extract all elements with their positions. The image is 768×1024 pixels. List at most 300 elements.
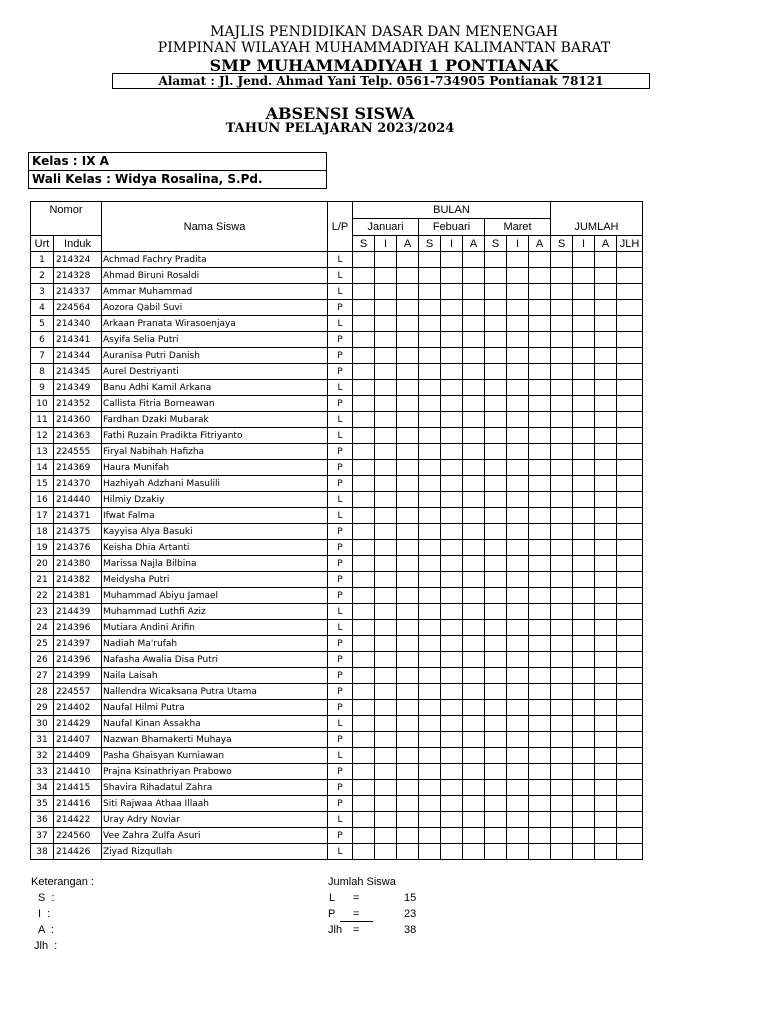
attendance-cell[interactable] (463, 332, 485, 348)
attendance-cell[interactable] (419, 252, 441, 268)
attendance-cell[interactable] (375, 300, 397, 316)
attendance-cell[interactable] (573, 572, 595, 588)
attendance-cell[interactable] (463, 396, 485, 412)
attendance-cell[interactable] (551, 828, 573, 844)
attendance-cell[interactable] (551, 716, 573, 732)
attendance-cell[interactable] (573, 508, 595, 524)
attendance-cell[interactable] (573, 828, 595, 844)
attendance-cell[interactable] (463, 252, 485, 268)
attendance-cell[interactable] (375, 700, 397, 716)
attendance-cell[interactable] (485, 428, 507, 444)
attendance-cell[interactable] (573, 764, 595, 780)
attendance-cell[interactable] (551, 572, 573, 588)
attendance-cell[interactable] (529, 732, 551, 748)
attendance-cell[interactable] (353, 428, 375, 444)
attendance-cell[interactable] (617, 604, 643, 620)
attendance-cell[interactable] (397, 476, 419, 492)
attendance-cell[interactable] (485, 284, 507, 300)
attendance-cell[interactable] (529, 444, 551, 460)
attendance-cell[interactable] (507, 444, 529, 460)
attendance-cell[interactable] (595, 412, 617, 428)
attendance-cell[interactable] (595, 556, 617, 572)
attendance-cell[interactable] (397, 780, 419, 796)
attendance-cell[interactable] (419, 428, 441, 444)
attendance-cell[interactable] (485, 444, 507, 460)
attendance-cell[interactable] (463, 668, 485, 684)
attendance-cell[interactable] (353, 284, 375, 300)
attendance-cell[interactable] (595, 540, 617, 556)
attendance-cell[interactable] (463, 460, 485, 476)
attendance-cell[interactable] (353, 268, 375, 284)
attendance-cell[interactable] (573, 652, 595, 668)
attendance-cell[interactable] (573, 364, 595, 380)
attendance-cell[interactable] (463, 476, 485, 492)
attendance-cell[interactable] (463, 796, 485, 812)
attendance-cell[interactable] (573, 444, 595, 460)
attendance-cell[interactable] (375, 572, 397, 588)
attendance-cell[interactable] (353, 780, 375, 796)
attendance-cell[interactable] (353, 252, 375, 268)
attendance-cell[interactable] (551, 348, 573, 364)
attendance-cell[interactable] (551, 508, 573, 524)
attendance-cell[interactable] (507, 812, 529, 828)
attendance-cell[interactable] (463, 652, 485, 668)
attendance-cell[interactable] (397, 556, 419, 572)
attendance-cell[interactable] (419, 460, 441, 476)
attendance-cell[interactable] (463, 732, 485, 748)
attendance-cell[interactable] (485, 316, 507, 332)
attendance-cell[interactable] (573, 636, 595, 652)
attendance-cell[interactable] (375, 844, 397, 860)
attendance-cell[interactable] (507, 796, 529, 812)
attendance-cell[interactable] (595, 620, 617, 636)
attendance-cell[interactable] (397, 492, 419, 508)
attendance-cell[interactable] (529, 780, 551, 796)
attendance-cell[interactable] (617, 668, 643, 684)
attendance-cell[interactable] (573, 492, 595, 508)
attendance-cell[interactable] (617, 508, 643, 524)
attendance-cell[interactable] (617, 684, 643, 700)
attendance-cell[interactable] (529, 476, 551, 492)
attendance-cell[interactable] (617, 620, 643, 636)
attendance-cell[interactable] (485, 700, 507, 716)
attendance-cell[interactable] (529, 332, 551, 348)
attendance-cell[interactable] (441, 604, 463, 620)
attendance-cell[interactable] (551, 332, 573, 348)
attendance-cell[interactable] (353, 444, 375, 460)
attendance-cell[interactable] (463, 412, 485, 428)
attendance-cell[interactable] (375, 492, 397, 508)
attendance-cell[interactable] (419, 732, 441, 748)
attendance-cell[interactable] (507, 524, 529, 540)
attendance-cell[interactable] (617, 348, 643, 364)
attendance-cell[interactable] (441, 796, 463, 812)
attendance-cell[interactable] (507, 252, 529, 268)
attendance-cell[interactable] (529, 428, 551, 444)
attendance-cell[interactable] (397, 444, 419, 460)
attendance-cell[interactable] (353, 332, 375, 348)
attendance-cell[interactable] (441, 300, 463, 316)
attendance-cell[interactable] (573, 412, 595, 428)
attendance-cell[interactable] (529, 412, 551, 428)
attendance-cell[interactable] (441, 668, 463, 684)
attendance-cell[interactable] (375, 812, 397, 828)
attendance-cell[interactable] (463, 588, 485, 604)
attendance-cell[interactable] (485, 492, 507, 508)
attendance-cell[interactable] (375, 380, 397, 396)
attendance-cell[interactable] (419, 380, 441, 396)
attendance-cell[interactable] (595, 668, 617, 684)
attendance-cell[interactable] (485, 524, 507, 540)
attendance-cell[interactable] (397, 668, 419, 684)
attendance-cell[interactable] (485, 348, 507, 364)
attendance-cell[interactable] (441, 588, 463, 604)
attendance-cell[interactable] (419, 556, 441, 572)
attendance-cell[interactable] (485, 636, 507, 652)
attendance-cell[interactable] (397, 844, 419, 860)
attendance-cell[interactable] (529, 284, 551, 300)
attendance-cell[interactable] (485, 732, 507, 748)
attendance-cell[interactable] (485, 684, 507, 700)
attendance-cell[interactable] (375, 428, 397, 444)
attendance-cell[interactable] (485, 844, 507, 860)
attendance-cell[interactable] (595, 252, 617, 268)
attendance-cell[interactable] (485, 652, 507, 668)
attendance-cell[interactable] (419, 348, 441, 364)
attendance-cell[interactable] (485, 332, 507, 348)
attendance-cell[interactable] (463, 604, 485, 620)
attendance-cell[interactable] (397, 396, 419, 412)
attendance-cell[interactable] (617, 764, 643, 780)
attendance-cell[interactable] (617, 380, 643, 396)
attendance-cell[interactable] (551, 764, 573, 780)
attendance-cell[interactable] (529, 556, 551, 572)
attendance-cell[interactable] (419, 812, 441, 828)
attendance-cell[interactable] (353, 412, 375, 428)
attendance-cell[interactable] (507, 492, 529, 508)
attendance-cell[interactable] (353, 748, 375, 764)
attendance-cell[interactable] (617, 572, 643, 588)
attendance-cell[interactable] (419, 780, 441, 796)
attendance-cell[interactable] (595, 476, 617, 492)
attendance-cell[interactable] (551, 812, 573, 828)
attendance-cell[interactable] (551, 476, 573, 492)
attendance-cell[interactable] (617, 268, 643, 284)
attendance-cell[interactable] (573, 812, 595, 828)
attendance-cell[interactable] (463, 364, 485, 380)
attendance-cell[interactable] (419, 316, 441, 332)
attendance-cell[interactable] (573, 268, 595, 284)
attendance-cell[interactable] (485, 604, 507, 620)
attendance-cell[interactable] (441, 556, 463, 572)
attendance-cell[interactable] (397, 252, 419, 268)
attendance-cell[interactable] (595, 460, 617, 476)
attendance-cell[interactable] (551, 748, 573, 764)
attendance-cell[interactable] (617, 300, 643, 316)
attendance-cell[interactable] (419, 572, 441, 588)
attendance-cell[interactable] (463, 268, 485, 284)
attendance-cell[interactable] (441, 700, 463, 716)
attendance-cell[interactable] (441, 348, 463, 364)
attendance-cell[interactable] (375, 396, 397, 412)
attendance-cell[interactable] (617, 284, 643, 300)
attendance-cell[interactable] (529, 812, 551, 828)
attendance-cell[interactable] (573, 620, 595, 636)
attendance-cell[interactable] (441, 636, 463, 652)
attendance-cell[interactable] (617, 796, 643, 812)
attendance-cell[interactable] (529, 492, 551, 508)
attendance-cell[interactable] (485, 252, 507, 268)
attendance-cell[interactable] (441, 828, 463, 844)
attendance-cell[interactable] (573, 524, 595, 540)
attendance-cell[interactable] (485, 476, 507, 492)
attendance-cell[interactable] (463, 684, 485, 700)
attendance-cell[interactable] (551, 796, 573, 812)
attendance-cell[interactable] (419, 652, 441, 668)
attendance-cell[interactable] (419, 828, 441, 844)
attendance-cell[interactable] (551, 636, 573, 652)
attendance-cell[interactable] (485, 588, 507, 604)
attendance-cell[interactable] (507, 620, 529, 636)
attendance-cell[interactable] (353, 316, 375, 332)
attendance-cell[interactable] (551, 380, 573, 396)
attendance-cell[interactable] (397, 268, 419, 284)
attendance-cell[interactable] (353, 300, 375, 316)
attendance-cell[interactable] (441, 684, 463, 700)
attendance-cell[interactable] (551, 604, 573, 620)
attendance-cell[interactable] (397, 748, 419, 764)
attendance-cell[interactable] (353, 572, 375, 588)
attendance-cell[interactable] (463, 524, 485, 540)
attendance-cell[interactable] (595, 844, 617, 860)
attendance-cell[interactable] (529, 572, 551, 588)
attendance-cell[interactable] (485, 396, 507, 412)
attendance-cell[interactable] (507, 844, 529, 860)
attendance-cell[interactable] (617, 636, 643, 652)
attendance-cell[interactable] (507, 780, 529, 796)
attendance-cell[interactable] (375, 588, 397, 604)
attendance-cell[interactable] (551, 588, 573, 604)
attendance-cell[interactable] (595, 732, 617, 748)
attendance-cell[interactable] (617, 780, 643, 796)
attendance-cell[interactable] (463, 316, 485, 332)
attendance-cell[interactable] (397, 764, 419, 780)
attendance-cell[interactable] (551, 284, 573, 300)
attendance-cell[interactable] (529, 652, 551, 668)
attendance-cell[interactable] (595, 572, 617, 588)
attendance-cell[interactable] (353, 588, 375, 604)
attendance-cell[interactable] (375, 556, 397, 572)
attendance-cell[interactable] (617, 556, 643, 572)
attendance-cell[interactable] (485, 812, 507, 828)
attendance-cell[interactable] (551, 652, 573, 668)
attendance-cell[interactable] (397, 508, 419, 524)
attendance-cell[interactable] (463, 700, 485, 716)
attendance-cell[interactable] (529, 844, 551, 860)
attendance-cell[interactable] (529, 684, 551, 700)
attendance-cell[interactable] (375, 252, 397, 268)
attendance-cell[interactable] (595, 284, 617, 300)
attendance-cell[interactable] (485, 780, 507, 796)
attendance-cell[interactable] (419, 396, 441, 412)
attendance-cell[interactable] (353, 476, 375, 492)
attendance-cell[interactable] (441, 732, 463, 748)
attendance-cell[interactable] (551, 252, 573, 268)
attendance-cell[interactable] (375, 460, 397, 476)
attendance-cell[interactable] (551, 844, 573, 860)
attendance-cell[interactable] (463, 444, 485, 460)
attendance-cell[interactable] (617, 396, 643, 412)
attendance-cell[interactable] (573, 348, 595, 364)
attendance-cell[interactable] (419, 764, 441, 780)
attendance-cell[interactable] (617, 828, 643, 844)
attendance-cell[interactable] (573, 428, 595, 444)
attendance-cell[interactable] (419, 796, 441, 812)
attendance-cell[interactable] (463, 636, 485, 652)
attendance-cell[interactable] (353, 652, 375, 668)
attendance-cell[interactable] (463, 780, 485, 796)
attendance-cell[interactable] (595, 748, 617, 764)
attendance-cell[interactable] (353, 668, 375, 684)
attendance-cell[interactable] (485, 300, 507, 316)
attendance-cell[interactable] (507, 748, 529, 764)
attendance-cell[interactable] (529, 252, 551, 268)
attendance-cell[interactable] (375, 684, 397, 700)
attendance-cell[interactable] (551, 428, 573, 444)
attendance-cell[interactable] (595, 348, 617, 364)
attendance-cell[interactable] (375, 748, 397, 764)
attendance-cell[interactable] (419, 332, 441, 348)
attendance-cell[interactable] (507, 508, 529, 524)
attendance-cell[interactable] (529, 300, 551, 316)
attendance-cell[interactable] (397, 588, 419, 604)
attendance-cell[interactable] (375, 268, 397, 284)
attendance-cell[interactable] (353, 604, 375, 620)
attendance-cell[interactable] (419, 604, 441, 620)
attendance-cell[interactable] (485, 380, 507, 396)
attendance-cell[interactable] (529, 540, 551, 556)
attendance-cell[interactable] (441, 316, 463, 332)
attendance-cell[interactable] (507, 476, 529, 492)
attendance-cell[interactable] (463, 556, 485, 572)
attendance-cell[interactable] (485, 668, 507, 684)
attendance-cell[interactable] (551, 444, 573, 460)
attendance-cell[interactable] (441, 460, 463, 476)
attendance-cell[interactable] (441, 524, 463, 540)
attendance-cell[interactable] (573, 668, 595, 684)
attendance-cell[interactable] (353, 844, 375, 860)
attendance-cell[interactable] (353, 364, 375, 380)
attendance-cell[interactable] (573, 332, 595, 348)
attendance-cell[interactable] (595, 428, 617, 444)
attendance-cell[interactable] (397, 348, 419, 364)
attendance-cell[interactable] (419, 844, 441, 860)
attendance-cell[interactable] (397, 380, 419, 396)
attendance-cell[interactable] (529, 268, 551, 284)
attendance-cell[interactable] (573, 396, 595, 412)
attendance-cell[interactable] (463, 428, 485, 444)
attendance-cell[interactable] (573, 700, 595, 716)
attendance-cell[interactable] (507, 652, 529, 668)
attendance-cell[interactable] (529, 796, 551, 812)
attendance-cell[interactable] (595, 444, 617, 460)
attendance-cell[interactable] (595, 268, 617, 284)
attendance-cell[interactable] (397, 684, 419, 700)
attendance-cell[interactable] (463, 716, 485, 732)
attendance-cell[interactable] (419, 444, 441, 460)
attendance-cell[interactable] (595, 636, 617, 652)
attendance-cell[interactable] (529, 620, 551, 636)
attendance-cell[interactable] (551, 556, 573, 572)
attendance-cell[interactable] (551, 492, 573, 508)
attendance-cell[interactable] (529, 348, 551, 364)
attendance-cell[interactable] (441, 412, 463, 428)
attendance-cell[interactable] (441, 780, 463, 796)
attendance-cell[interactable] (529, 364, 551, 380)
attendance-cell[interactable] (485, 268, 507, 284)
attendance-cell[interactable] (463, 812, 485, 828)
attendance-cell[interactable] (353, 348, 375, 364)
attendance-cell[interactable] (595, 588, 617, 604)
attendance-cell[interactable] (419, 668, 441, 684)
attendance-cell[interactable] (617, 412, 643, 428)
attendance-cell[interactable] (353, 716, 375, 732)
attendance-cell[interactable] (573, 300, 595, 316)
attendance-cell[interactable] (595, 700, 617, 716)
attendance-cell[interactable] (507, 604, 529, 620)
attendance-cell[interactable] (375, 348, 397, 364)
attendance-cell[interactable] (463, 380, 485, 396)
attendance-cell[interactable] (463, 348, 485, 364)
attendance-cell[interactable] (573, 732, 595, 748)
attendance-cell[interactable] (529, 524, 551, 540)
attendance-cell[interactable] (573, 796, 595, 812)
attendance-cell[interactable] (595, 780, 617, 796)
attendance-cell[interactable] (353, 492, 375, 508)
attendance-cell[interactable] (617, 364, 643, 380)
attendance-cell[interactable] (397, 572, 419, 588)
attendance-cell[interactable] (441, 268, 463, 284)
attendance-cell[interactable] (507, 348, 529, 364)
attendance-cell[interactable] (507, 556, 529, 572)
attendance-cell[interactable] (595, 684, 617, 700)
attendance-cell[interactable] (507, 764, 529, 780)
attendance-cell[interactable] (529, 604, 551, 620)
attendance-cell[interactable] (397, 316, 419, 332)
attendance-cell[interactable] (463, 844, 485, 860)
attendance-cell[interactable] (375, 780, 397, 796)
attendance-cell[interactable] (397, 428, 419, 444)
attendance-cell[interactable] (507, 828, 529, 844)
attendance-cell[interactable] (551, 620, 573, 636)
attendance-cell[interactable] (463, 284, 485, 300)
attendance-cell[interactable] (375, 828, 397, 844)
attendance-cell[interactable] (507, 428, 529, 444)
attendance-cell[interactable] (595, 396, 617, 412)
attendance-cell[interactable] (595, 300, 617, 316)
attendance-cell[interactable] (617, 428, 643, 444)
attendance-cell[interactable] (507, 572, 529, 588)
attendance-cell[interactable] (485, 748, 507, 764)
attendance-cell[interactable] (397, 284, 419, 300)
attendance-cell[interactable] (419, 636, 441, 652)
attendance-cell[interactable] (485, 572, 507, 588)
attendance-cell[interactable] (441, 620, 463, 636)
attendance-cell[interactable] (441, 572, 463, 588)
attendance-cell[interactable] (551, 364, 573, 380)
attendance-cell[interactable] (353, 540, 375, 556)
attendance-cell[interactable] (397, 636, 419, 652)
